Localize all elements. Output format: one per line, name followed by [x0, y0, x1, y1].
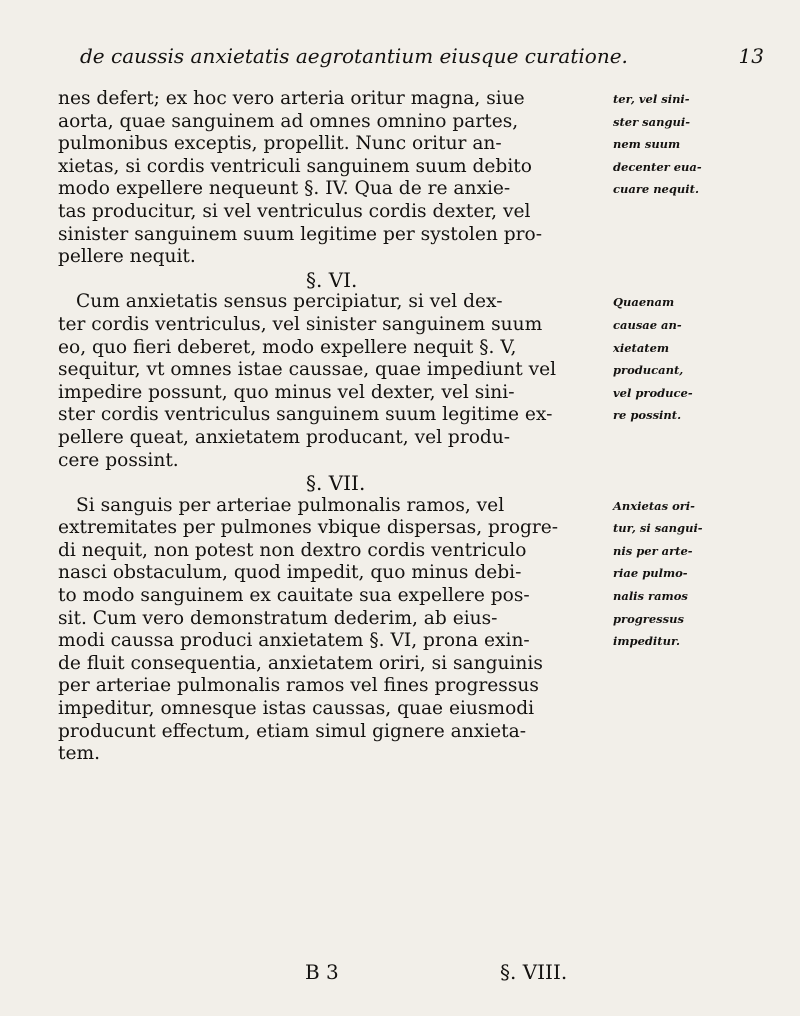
text-line: [58, 517, 754, 540]
line-text: ter cordis ventriculus, vel sinister sanguinem suum: [58, 313, 543, 335]
marginal-note: causae an-: [613, 317, 682, 332]
text-line: [58, 698, 754, 721]
marginal-note: ter, vel sini-: [613, 92, 690, 106]
section-heading: [58, 472, 754, 495]
line-text: modo expellere nequeunt §. IV. Qua de re anxie-: [58, 178, 511, 200]
line-text: impeditur, omnesque istas caussas, quae eiusmodi: [58, 698, 535, 720]
line-text: to modo sanguinem ex cauitate sua expellere pos-: [58, 585, 530, 607]
line-text: pellere nequit.: [58, 246, 196, 268]
text-line: [58, 721, 754, 744]
text-line: [58, 495, 754, 518]
text-line: [58, 450, 754, 473]
line-text: di nequit, non potest non dextro cordis ventriculo: [58, 539, 527, 561]
line-text: §. VII.: [306, 471, 366, 496]
text-line: [58, 630, 754, 653]
marginal-note: ster sangui-: [613, 114, 690, 129]
text-line: [58, 314, 754, 337]
line-text: pulmonibus exceptis, propellit. Nunc oritur an-: [58, 133, 502, 155]
line-text: de fluit consequentia, anxietatem oriri, si sanguinis: [58, 652, 543, 674]
line-text: Cum anxietatis sensus percipiatur, si vel dex-: [76, 291, 503, 313]
running-header: [48, 40, 778, 80]
section-heading: [58, 269, 754, 292]
marginal-note: Anxietas ori-: [613, 498, 695, 513]
text-line: [58, 608, 754, 631]
page-footer: [0, 960, 800, 990]
line-text: extremitates per pulmones vbique dispersas, progre-: [58, 517, 559, 539]
marginal-note: vel produce-: [613, 385, 693, 400]
text-line: [58, 427, 754, 450]
line-text: §. VI.: [306, 267, 358, 292]
line-text: nasci obstaculum, quod impedit, quo minus debi-: [58, 562, 522, 584]
text-line: [58, 540, 754, 563]
text-line: [58, 201, 754, 224]
line-text: producunt effectum, etiam simul gignere anxieta-: [58, 720, 527, 742]
text-line: [58, 359, 754, 382]
page-number: 13: [738, 44, 764, 68]
text-line: [58, 675, 754, 698]
line-text: tem.: [58, 743, 101, 765]
marginal-note: re possint.: [613, 408, 682, 423]
marginal-note: riae pulmo-: [613, 566, 688, 581]
marginal-note: xietatem: [613, 340, 670, 355]
marginal-note: nalis ramos: [613, 589, 688, 604]
line-text: sinister sanguinem suum legitime per systolen pro-: [58, 223, 543, 245]
marginal-note: progressus: [613, 611, 684, 626]
text-line: [58, 337, 754, 360]
line-text: modi caussa produci anxietatem §. VI, prona exin-: [58, 630, 530, 652]
text-line: [58, 133, 754, 156]
marginal-note: cuare nequit.: [613, 182, 699, 197]
line-text: per arteriae pulmonalis ramos vel fines progressus: [58, 675, 539, 697]
line-text: sit. Cum vero demonstratum dederim, ab eius-: [58, 607, 498, 629]
running-title: de caussis anxietatis aegrotantium eiusque curatione.: [80, 44, 628, 68]
marginal-note: nem suum: [613, 137, 681, 152]
line-text: aorta, quae sanguinem ad omnes omnino partes,: [58, 110, 519, 132]
line-text: eo, quo fieri deberet, modo expellere nequit §. V,: [58, 336, 517, 358]
marginal-note: producant,: [613, 363, 684, 378]
text-line: [58, 224, 754, 247]
text-line: [58, 178, 754, 201]
line-text: cere possint.: [58, 449, 179, 471]
text-line: [58, 382, 754, 405]
text-line: [58, 111, 754, 134]
line-text: Si sanguis per arteriae pulmonalis ramos, vel: [76, 494, 505, 516]
text-line: [58, 743, 754, 766]
signature-mark: B 3: [305, 960, 339, 984]
line-text: sequitur, vt omnes istae caussae, quae impediunt vel: [58, 359, 557, 381]
text-line: [58, 653, 754, 676]
line-text: impedire possunt, quo minus vel dexter, vel sini-: [58, 381, 515, 403]
line-text: ster cordis ventriculus sanguinem suum legitime ex-: [58, 404, 553, 426]
text-line: [58, 585, 754, 608]
text-line: [58, 156, 754, 179]
text-line: [58, 88, 754, 111]
text-line: [58, 562, 754, 585]
line-text: pellere queat, anxietatem producant, vel produ-: [58, 426, 511, 448]
marginal-note: decenter eua-: [613, 159, 702, 174]
marginal-note: tur, si sangui-: [613, 521, 703, 536]
text-line: [58, 404, 754, 427]
marginal-note: nis per arte-: [613, 543, 693, 558]
line-text: xietas, si cordis ventriculi sanguinem suum debito: [58, 155, 532, 177]
marginal-note: Quaenam: [613, 295, 675, 310]
line-text: nes defert; ex hoc vero arteria oritur magna, siue: [58, 88, 525, 109]
text-line: [58, 291, 754, 314]
line-text: tas producitur, si vel ventriculus cordis dexter, vel: [58, 200, 531, 222]
marginal-note: impeditur.: [613, 634, 680, 649]
text-line: [58, 246, 754, 269]
catchword: §. VIII.: [500, 960, 568, 984]
main-text: [58, 88, 754, 766]
